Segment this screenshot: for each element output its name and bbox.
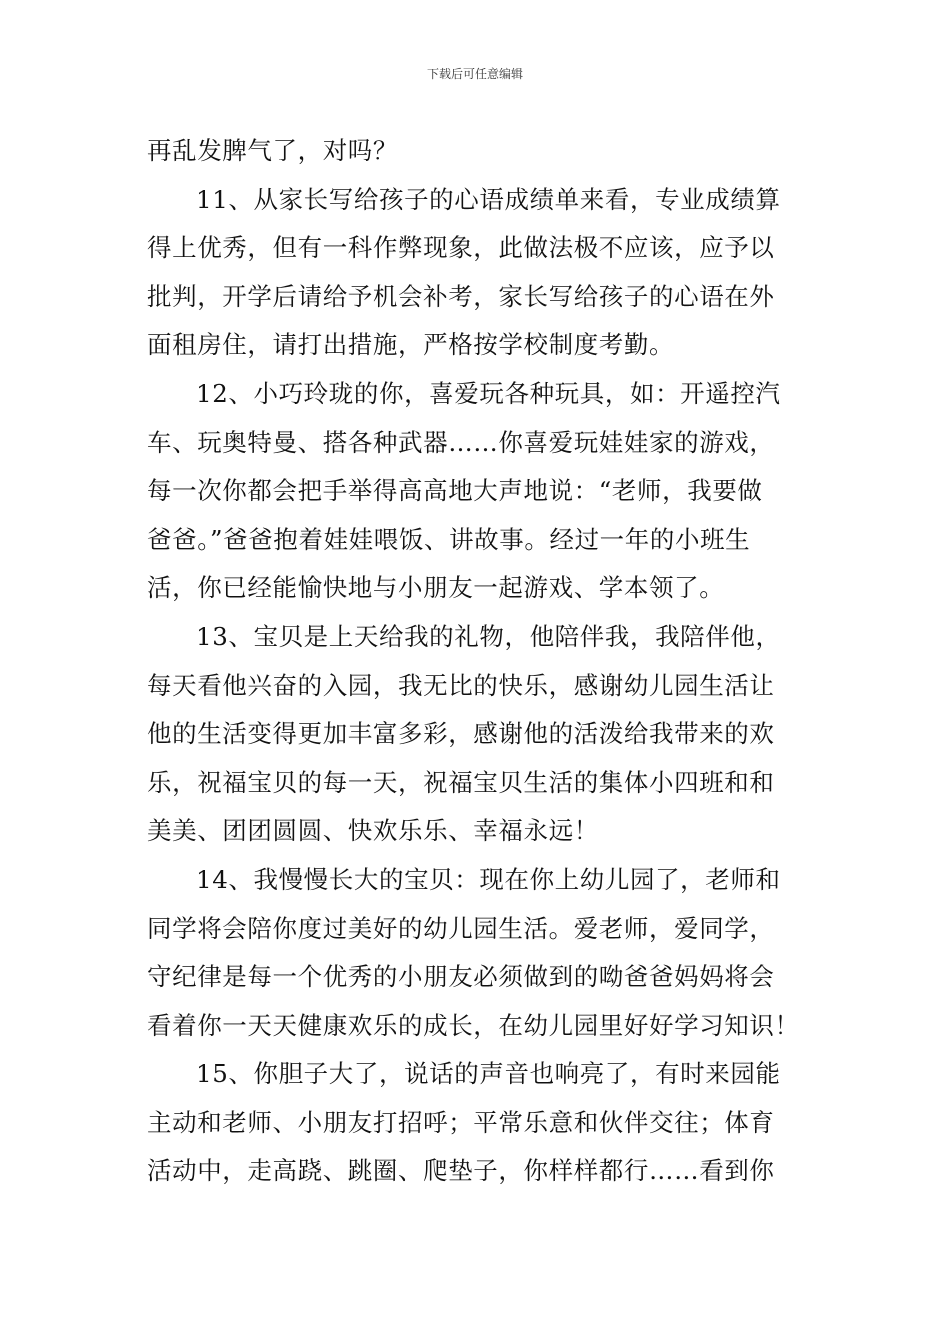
text-line: 看着你一天天健康欢乐的成长，在幼儿园里好好学习知识！ (147, 1010, 800, 1040)
page-header: 下载后可任意编辑 (426, 67, 523, 81)
text-line: 主动和老师、小朋友打招呼；平常乐意和伙伴交往；体育 (147, 1107, 775, 1137)
text-line: 乐，祝福宝贝的每一天，祝福宝贝生活的集体小四班和和 (147, 767, 775, 797)
text-line: 车、玩奥特曼、搭各种武器……你喜爱玩娃娃家的游戏， (147, 427, 775, 457)
document-body (147, 127, 807, 1196)
text-line: 批判，开学后请给予机会补考，家长写给孩子的心语在外 (147, 281, 775, 311)
text-line: 同学将会陪你度过美好的幼儿园生活。爱老师，爱同学， (147, 913, 775, 943)
text-line: 每一次你都会把手举得高高地大声地说：“老师，我要做 (147, 476, 763, 506)
text-line: 美美、团团圆圆、快欢乐乐、幸福永远！ (147, 816, 599, 846)
text-line: 11、从家长写给孩子的心语成绩单来看，专业成绩算 (196, 184, 781, 214)
text-line: 得上优秀，但有一科作弊现象，此做法极不应该，应予以 (147, 233, 775, 263)
text-line: 13、宝贝是上天给我的礼物，他陪伴我，我陪伴他， (196, 621, 781, 651)
text-line: 再乱发脾气了，对吗？ (147, 136, 398, 165)
text-line: 爸爸。”爸爸抱着娃娃喂饭、讲故事。经过一年的小班生 (147, 524, 751, 554)
text-line: 15、你胆子大了，说话的声音也响亮了，有时来园能 (196, 1059, 781, 1089)
text-line: 面租房住，请打出措施，严格按学校制度考勤。 (147, 330, 675, 360)
text-line: 每天看他兴奋的入园，我无比的快乐，感谢幼儿园生活让 (147, 670, 775, 700)
text-line: 守纪律是每一个优秀的小朋友必须做到的呦爸爸妈妈将会 (147, 962, 775, 992)
text-line: 12、小巧玲珑的你，喜爱玩各种玩具，如：开遥控汽 (196, 378, 781, 408)
text-line: 活动中，走高跷、跳圈、爬垫子，你样样都行……看到你 (147, 1156, 775, 1186)
text-line: 他的生活变得更加丰富多彩，感谢他的活泼给我带来的欢 (147, 719, 775, 749)
text-line: 活，你已经能愉快地与小朋友一起游戏、学本领了。 (147, 573, 725, 603)
text-line: 14、我慢慢长大的宝贝：现在你上幼儿园了，老师和 (196, 864, 781, 894)
